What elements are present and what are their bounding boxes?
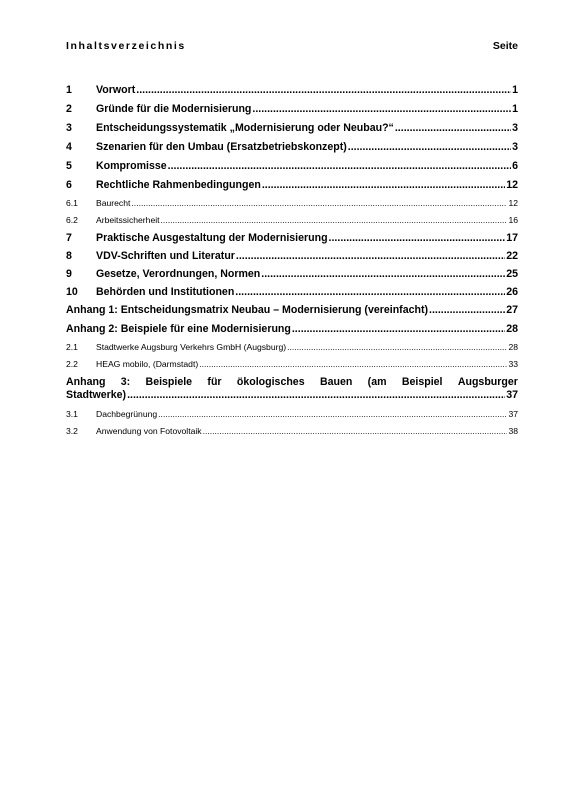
- toc-entry-word: 3:: [120, 376, 131, 388]
- toc-entry-page: 38: [508, 426, 518, 436]
- toc-entry[interactable]: [66, 408, 518, 421]
- leader-dots: [127, 389, 505, 402]
- toc-list: [66, 84, 518, 438]
- toc-entry-page: 6: [512, 160, 518, 172]
- toc-entry-number: 9: [66, 268, 72, 280]
- toc-entry-page: 25: [506, 268, 518, 280]
- toc-entry[interactable]: [66, 214, 518, 227]
- toc-entry[interactable]: [66, 250, 518, 263]
- toc-entry-label: Behörden und Institutionen: [96, 286, 235, 298]
- toc-entry-label: Rechtliche Rahmenbedingungen: [96, 179, 261, 191]
- toc-entry-page: 33: [508, 359, 518, 369]
- toc-entry-label-continued: Stadtwerke): [66, 389, 127, 401]
- toc-entry-label: Baurecht: [96, 198, 131, 208]
- toc-entry-label: Szenarien für den Umbau (Ersatzbetriebskonzept): [96, 141, 347, 153]
- leader-dots: [329, 232, 506, 245]
- toc-entry[interactable]: [66, 197, 518, 210]
- toc-entry-page: 37: [508, 409, 518, 419]
- toc-entry-word: Beispiele: [145, 376, 193, 388]
- toc-entry-page: 17: [506, 232, 518, 244]
- toc-entry-number: 1: [66, 84, 72, 96]
- leader-dots: [161, 214, 508, 227]
- toc-entry[interactable]: [66, 425, 518, 438]
- toc-entry-number: 7: [66, 232, 72, 244]
- leader-dots: [348, 141, 511, 154]
- toc-entry-number: 3.2: [66, 426, 78, 436]
- toc-entry-page: 16: [508, 215, 518, 225]
- page-column-label: Seite: [492, 40, 518, 52]
- toc-entry-page: 3: [512, 141, 518, 153]
- toc-entry-page: 37: [506, 389, 518, 401]
- toc-entry[interactable]: [66, 341, 518, 354]
- toc-entry-label: Stadtwerke Augsburg Verkehrs GmbH (Augsburg): [96, 342, 287, 352]
- leader-dots: [199, 358, 507, 371]
- toc-entry-number: 6.2: [66, 215, 78, 225]
- leader-dots: [158, 408, 507, 421]
- leader-dots: [236, 250, 505, 263]
- leader-dots: [292, 323, 505, 336]
- toc-entry-number: 3.1: [66, 409, 78, 419]
- toc-entry-page: 28: [506, 323, 518, 335]
- toc-entry-number: 3: [66, 122, 72, 134]
- toc-entry-label: Kompromisse: [96, 160, 167, 172]
- leader-dots: [429, 304, 505, 317]
- toc-entry-page: 3: [512, 122, 518, 134]
- toc-entry-label: Dachbegrünung: [96, 409, 158, 419]
- toc-entry-number: 6.1: [66, 198, 78, 208]
- leader-dots: [262, 179, 505, 192]
- toc-entry-label: [66, 376, 518, 389]
- leader-dots: [203, 425, 508, 438]
- leader-dots: [131, 197, 507, 210]
- toc-entry-page: 1: [512, 84, 518, 96]
- toc-entry-word: ökologisches: [236, 376, 305, 388]
- toc-entry-label: Praktische Ausgestaltung der Modernisierung: [96, 232, 328, 244]
- toc-entry-label: Anwendung von Fotovoltaik: [96, 426, 202, 436]
- toc-entry-number: 4: [66, 141, 72, 153]
- toc-entry-label: Anhang 1: Entscheidungsmatrix Neubau – Modernisierung (vereinfacht): [66, 304, 429, 316]
- toc-entry-number: 2.1: [66, 342, 78, 352]
- toc-entry-number: 2.2: [66, 359, 78, 369]
- toc-entry[interactable]: [66, 122, 518, 135]
- toc-entry[interactable]: [66, 160, 518, 173]
- leader-dots: [395, 122, 511, 135]
- toc-entry[interactable]: [66, 286, 518, 299]
- toc-entry-number: 8: [66, 250, 72, 262]
- toc-entry-label: HEAG mobilo, (Darmstadt): [96, 359, 199, 369]
- toc-entry[interactable]: [66, 376, 518, 402]
- toc-entry[interactable]: [66, 179, 518, 192]
- toc-entry-number: 10: [66, 286, 78, 298]
- toc-entry-page: 27: [506, 304, 518, 316]
- leader-dots: [136, 84, 511, 97]
- toc-entry-label: VDV-Schriften und Literatur: [96, 250, 235, 262]
- toc-entry-number: 6: [66, 179, 72, 191]
- toc-entry-word: für: [207, 376, 222, 388]
- toc-entry[interactable]: [66, 358, 518, 371]
- toc-entry-page: 1: [512, 103, 518, 115]
- toc-entry-label: Entscheidungssystematik „Modernisierung oder Neubau?“: [96, 122, 394, 134]
- toc-entry-page: 26: [506, 286, 518, 298]
- toc-entry[interactable]: [66, 84, 518, 97]
- toc-entry-word: Beispiel: [401, 376, 443, 388]
- leader-dots: [287, 341, 507, 354]
- toc-entry-number: 5: [66, 160, 72, 172]
- toc-entry-label: Anhang 2: Beispiele für eine Modernisierung: [66, 323, 291, 335]
- leader-dots: [168, 160, 511, 173]
- toc-entry-page: 28: [508, 342, 518, 352]
- toc-entry-word: Anhang: [66, 376, 106, 388]
- toc-entry-label: Gründe für die Modernisierung: [96, 103, 252, 115]
- toc-entry[interactable]: [66, 232, 518, 245]
- toc-entry-word: Bauen: [319, 376, 353, 388]
- toc-entry-word: Augsburger: [457, 376, 518, 388]
- toc-entry[interactable]: [66, 268, 518, 281]
- toc-header: [66, 40, 518, 52]
- toc-entry[interactable]: [66, 304, 518, 317]
- leader-dots: [261, 268, 505, 281]
- toc-entry-page: 12: [508, 198, 518, 208]
- toc-entry[interactable]: [66, 141, 518, 154]
- toc-entry-page: 12: [506, 179, 518, 191]
- toc-entry-number: 2: [66, 103, 72, 115]
- leader-dots: [235, 286, 505, 299]
- toc-entry-page: 22: [506, 250, 518, 262]
- toc-entry[interactable]: [66, 103, 518, 116]
- toc-entry[interactable]: [66, 323, 518, 336]
- toc-entry-label: Gesetze, Verordnungen, Normen: [96, 268, 261, 280]
- toc-title: Inhaltsverzeichnis: [66, 40, 186, 52]
- toc-entry-label: Vorwort: [96, 84, 136, 96]
- leader-dots: [252, 103, 511, 116]
- toc-entry-word: (am: [367, 376, 387, 388]
- toc-entry-label: Arbeitssicherheit: [96, 215, 160, 225]
